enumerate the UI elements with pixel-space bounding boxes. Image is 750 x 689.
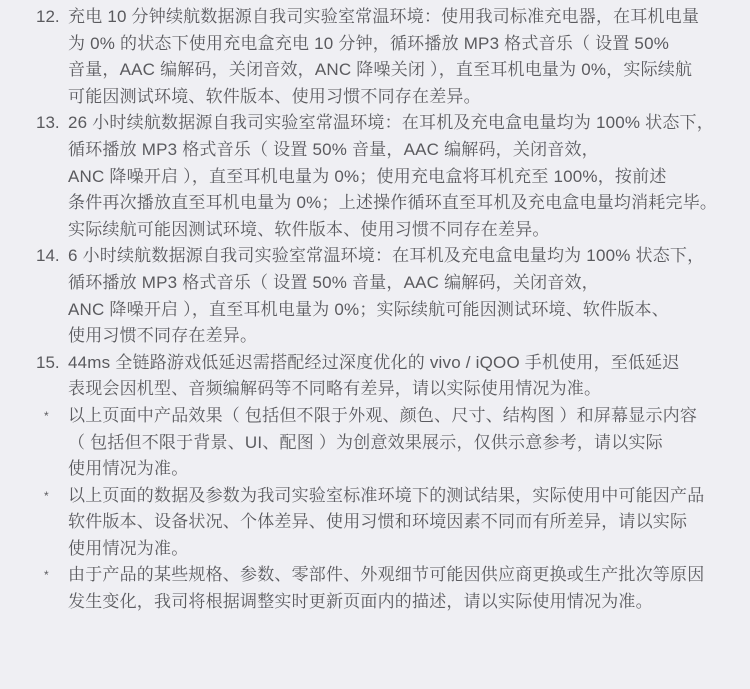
numbered-note: [0, 110, 750, 243]
note-text-line: 使用情况为准。: [68, 459, 189, 479]
footnote-item: [0, 483, 750, 563]
note-text-line: 26 小时续航数据源自我司实验室常温环境：在耳机及充电盒电量均为 100% 状态下，: [68, 113, 714, 133]
note-text-line: 44ms 全链路游戏低延迟需搭配经过深度优化的 vivo / iQOO 手机使用，至低延迟: [68, 352, 680, 372]
note-text-line: 以上页面中产品效果（ 包括但不限于外观、颜色、尺寸、结构图 ）和屏幕显示内容: [68, 405, 698, 425]
note-text-line: 条件再次播放直至耳机电量为 0%；上述操作循环直至耳机及充电盒电量均消耗完毕。: [68, 193, 718, 213]
note-text-line: 循环播放 MP3 格式音乐（ 设置 50% 音量，AAC 编解码，关闭音效，: [68, 272, 599, 292]
note-number: 12.: [36, 7, 60, 26]
note-text-line: （ 包括但不限于背景、UI、配图 ）为创意效果展示，仅供示意参考，请以实际: [68, 432, 663, 452]
note-text-line: 由于产品的某些规格、参数、零部件、外观细节可能因供应商更换或生产批次等原因: [68, 565, 705, 585]
note-text-line: ANC 降噪开启 ），直至耳机电量为 0%；使用充电盒将耳机充至 100%，按前述: [68, 166, 667, 186]
note-text-line: ANC 降噪开启 ），直至耳机电量为 0%；实际续航可能因测试环境、软件版本、: [68, 299, 669, 319]
note-text-line: 表现会因机型、音频编解码等不同略有差异，请以实际使用情况为准。: [68, 379, 602, 399]
asterisk-marker: *: [44, 568, 49, 583]
note-number: 14.: [36, 246, 60, 266]
note-text-line: 6 小时续航数据源自我司实验室常温环境：在耳机及充电盒电量均为 100% 状态下，: [68, 246, 705, 266]
note-text-line: 为 0% 的状态下使用充电盒充电 10 分钟，循环播放 MP3 格式音乐（ 设置 50%: [68, 33, 670, 53]
numbered-note: [0, 243, 750, 349]
asterisk-marker: *: [44, 408, 49, 423]
note-text-line: 软件版本、设备状况、个体差异、使用习惯和环境因素不同而有所差异，请以实际: [68, 512, 688, 532]
note-text-line: 以上页面的数据及参数为我司实验室标准环境下的测试结果，实际使用中可能因产品: [68, 485, 705, 505]
note-text-line: 发生变化，我司将根据调整实时更新页面内的描述，请以实际使用情况为准。: [68, 592, 653, 612]
note-text-line: 充电 10 分钟续航数据源自我司实验室常温环境：使用我司标准充电器，在耳机电量: [68, 7, 700, 26]
note-text-line: 使用习惯不同存在差异。: [68, 326, 258, 346]
note-text-line: 实际续航可能因测试环境、软件版本、使用习惯不同存在差异。: [68, 219, 550, 239]
numbered-note: [0, 350, 750, 403]
note-number: 15.: [36, 352, 60, 372]
numbered-note: [0, 4, 750, 110]
note-text-line: 可能因测试环境、软件版本、使用习惯不同存在差异。: [68, 86, 481, 106]
note-text-line: 循环播放 MP3 格式音乐（ 设置 50% 音量，AAC 编解码，关闭音效，: [68, 139, 599, 159]
note-number: 13.: [36, 113, 60, 133]
asterisk-marker: *: [44, 488, 49, 503]
footnote-item: [0, 403, 750, 483]
note-text-line: 使用情况为准。: [68, 538, 189, 558]
note-text-line: 音量，AAC 编解码，关闭音效，ANC 降噪关闭 ），直至耳机电量为 0%，实际续航: [68, 60, 693, 80]
footnote-item: [0, 562, 750, 615]
